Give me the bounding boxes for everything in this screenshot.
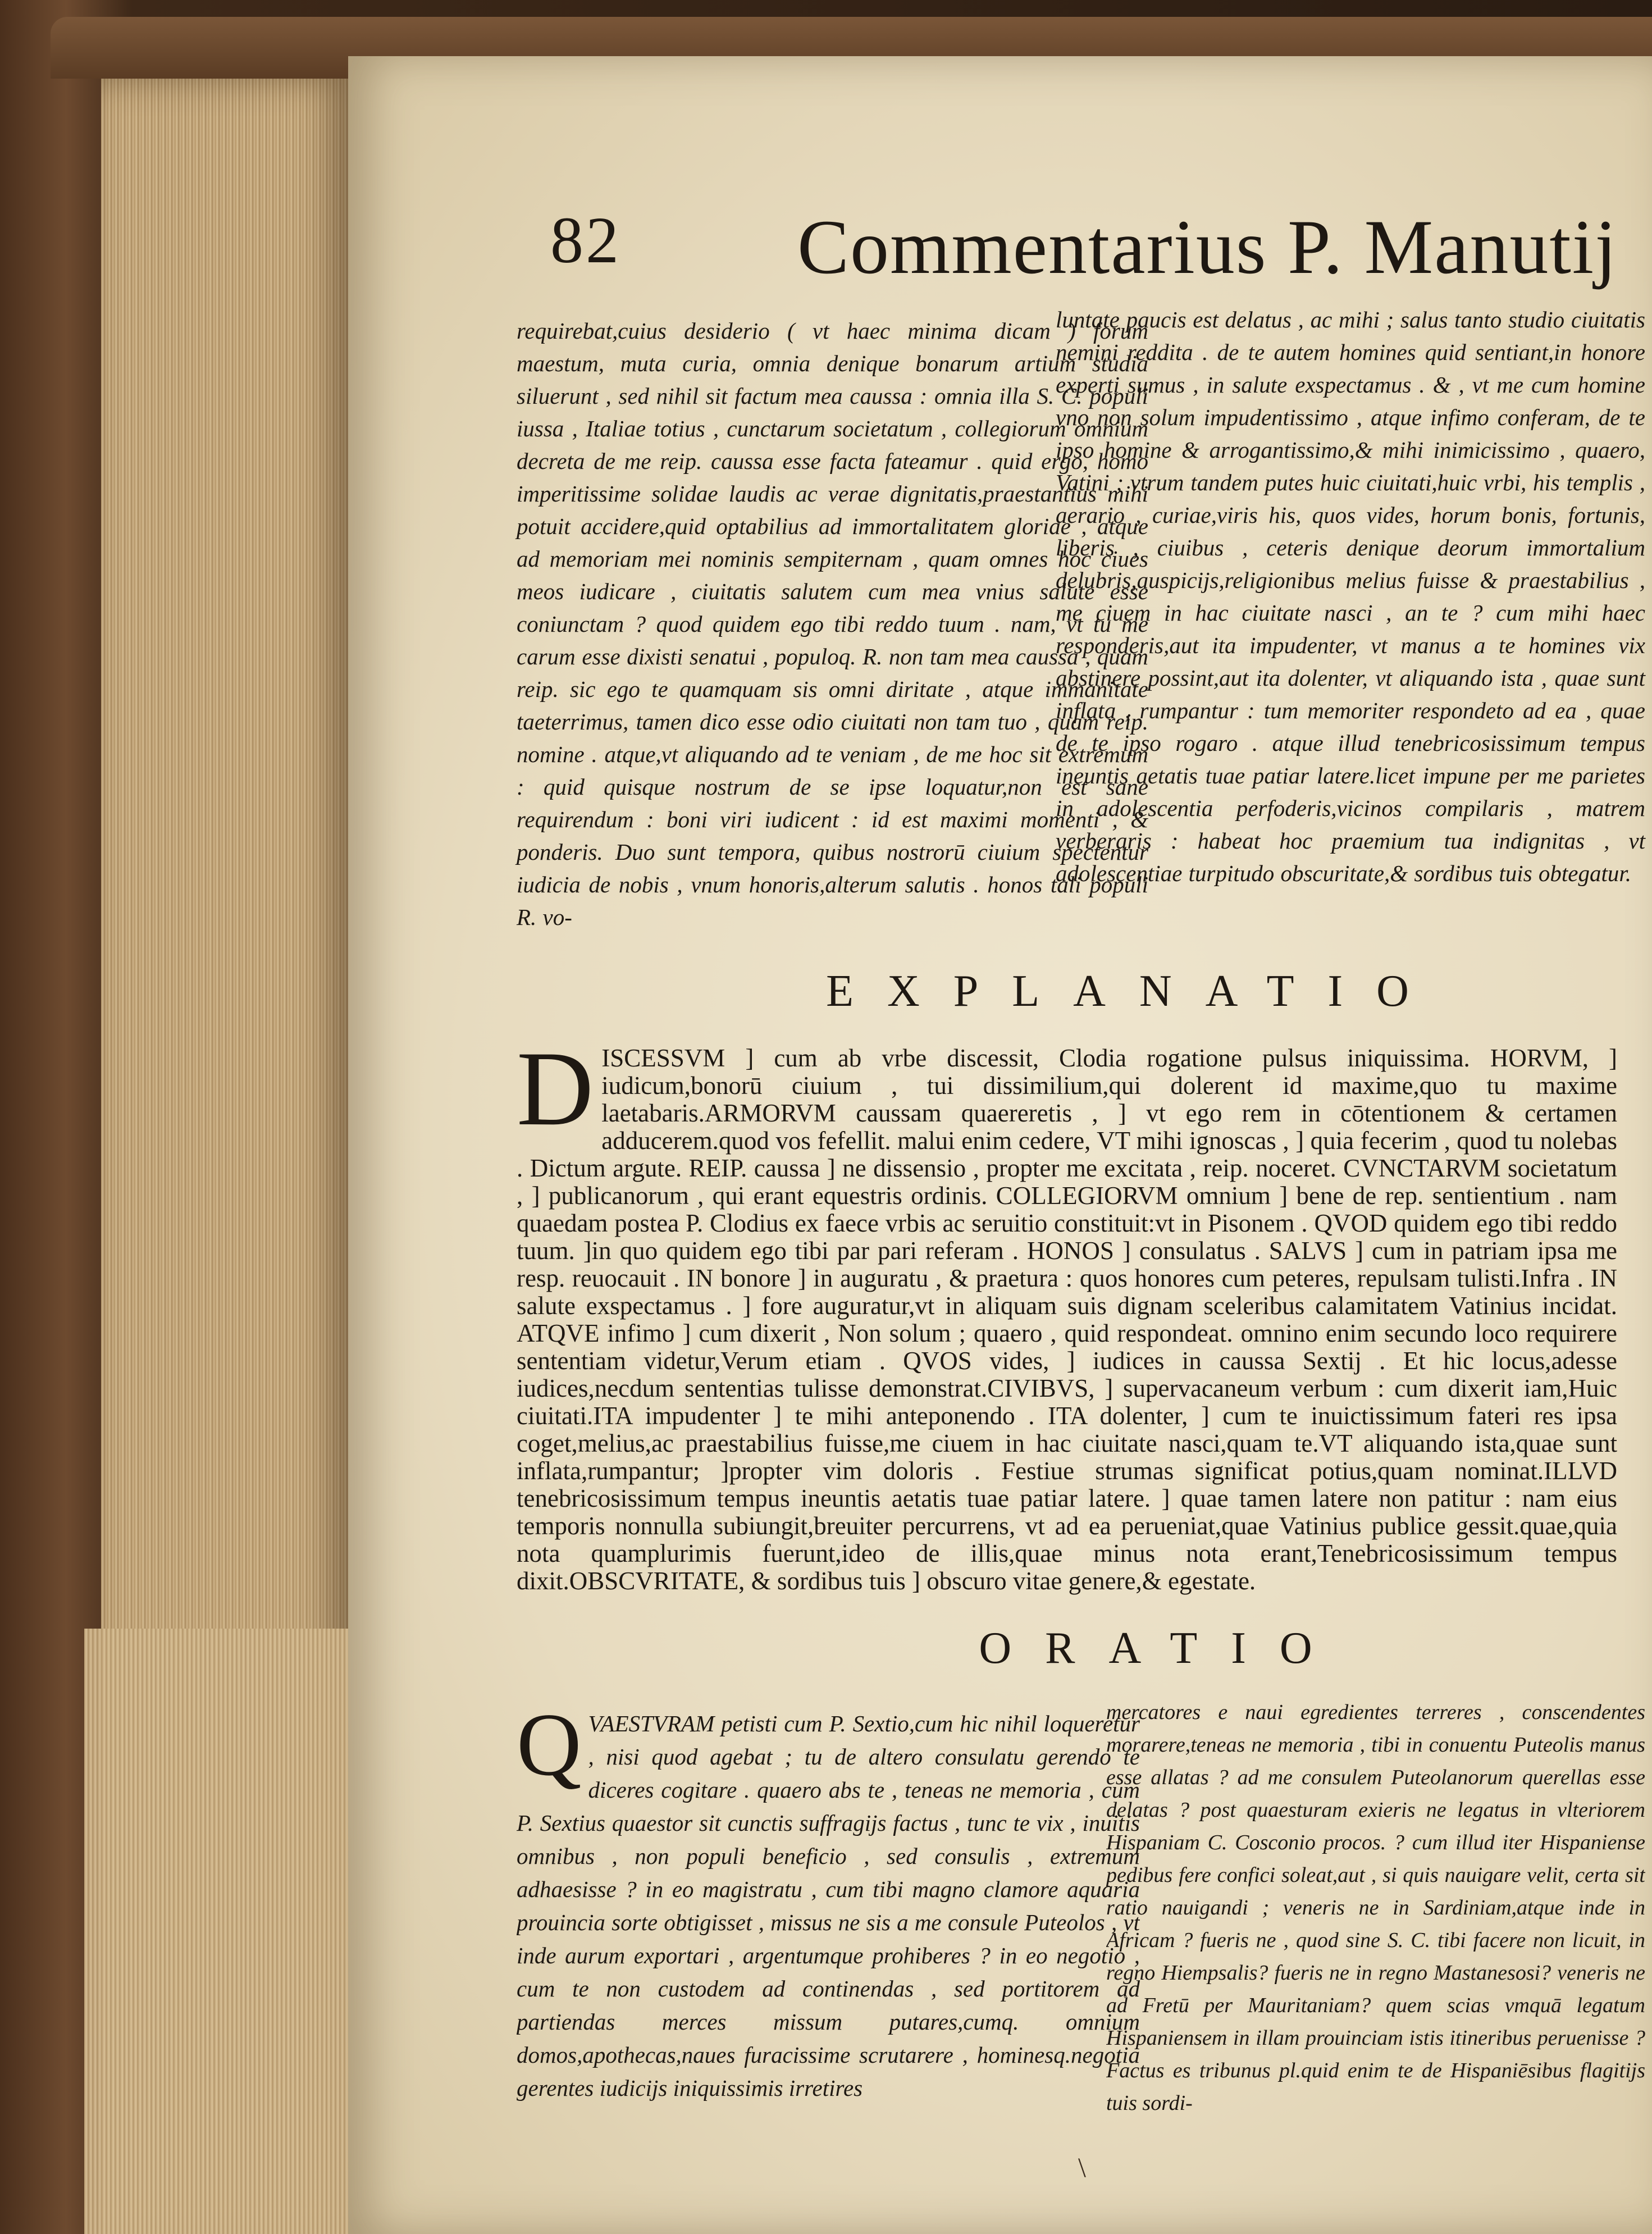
- text-column-left: requirebat,cuius desiderio ( vt haec minima dicam ) forum maestum, muta curia, omnia denique bonarum artium studia siluerunt , sed nihil sit factum mea caussa : omnia illa S. C. populi iussa , Italiae totius , cunctarum societatum , collegiorum omnium decreta de me reip. caussa esse facta fateamur . quid ergo, homo imperitissime solidae laudis ac verae dignitatis,praestantius mihi potuit accidere,quid optabilius ad immortalitatem gloriae , atque ad memoriam mei nominis sempiternam , quam omnes hoc ciues meos iudicare , ciuitatis salutem cum mea vnius salute esse coniunctam ? quod quidem ego tibi reddo tuum . nam, vt tu me carum esse dixisti senatui , populoq. R. non tam mea caussa , quam reip. sic ego te quamquam sis omni diritate , atque immanitate taeterrimus, tamen dico esse odio ciuitati non tam tuo , quam reip. nomine . atque,vt aliquando ad te veniam , de me hoc sit extremum : quid quisque nostrum de se ipse loquatur,non est sane requirendum : boni viri iudicent : id est maximi momenti , & ponderis. Duo sunt tempora, quibus nostrorū ciuium spectentur iudicia de nobis , vnum honoris,alterum salutis . honos tali populi R. vo-: [517, 318, 1148, 930]
- text-column-right: luntate paucis est delatus , ac mihi ; salus tanto studio ciuitatis nemini reddita . de te autem homines quid sentiant,in honore experti sumus , in salute exspectamus . & , vt me cum homine vno non solum impudentissimo , atque infimo conferam, de te ipso homine & arrogantissimo,& mihi inimicissimo , quaero, Vatini ; vtrum tandem putes huic ciuitati,huic vrbi, his templis , aerario , curiae,viris his, quos vides, horum bonis, fortunis, liberis , ciuibus , ceteris denique deorum immortalium delubris,auspicijs,religionibus melius fuisse & praestabilius , me ciuem in hac ciuitate nasci , an te ? cum mihi haec responderis,aut ita impudenter, vt manus a te homines vix abstinere possint,aut ita dolenter, vt aliquando ista , quae sunt inflata , rumpantur : tum memoriter respondeto ad ea , quae de te ipso rogaro . atque illud tenebricosissimum tempus ineuntis aetatis tuae patiar latere.licet impune per me parietes in adolescentia perfoderis,vicinos compilaris , matrem verberaris : habeat hoc praemium tua indignitas , vt adolescentiae turpitudo obscuritate,& sordibus tuis obtegatur.: [1056, 307, 1645, 886]
- page-edges-lower: [84, 1629, 348, 2234]
- oratio-column-right: mercatores e naui egredientes terreres , conscendentes morarere,teneas ne memoria , tibi in conuentu Puteolis manus esse allatas ? ad me consulem Puteolanorum querellas esse delatas ? post quaesturam exieris ne legatus in vlteriorem Hispaniam C. Cosconio procos. ? cum illud iter Hispaniense pedibus fere confici soleat,aut , si quis nauigare velit, certa sit ratio nauigandi ; veneris ne in Sardiniam,atque inde in Africam ? fueris ne , quod sine S. C. tibi facere non licuit, in regno Hiempsalis? fueris ne in regno Mastanesosi? veneris ne ad Fretū per Mauritaniam? quem scias vmquā legatum Hispaniensem in illam prouinciam istis itineribus peruenisse ? Factus es tribunus pl.quid enim te de Hispaniēsibus flagitijs tuis sordi-: [1106, 1700, 1645, 2115]
- commentary-text: ISCESSVM ] cum ab vrbe discessit, Clodia rogatione pulsus iniquissima. HORVM, ] iudicum,bonorū ciuium , tui dissimilium,qui dolerent id maxime,quo tu maxime laetabaris.ARMORVM caussam quaereretis , ] vt ego rem in cōtentionem & certamen adducerem.quod vos fefellit. malui enim cedere, VT mihi ignoscas , ] quia fecerim , quod tu nolebas . Dictum argute. REIP. caussa ] ne dissensio , propter me excitata , reip. noceret. CVNCTARVM societatum , ] publicanorum , qui erant equestris ordinis. COLLEGIORVM omnium ] bene de rep. sentientium . nam quaedam postea P. Clodius ex faece vrbis ac seruitio constituit:vt in Pisonem . QVOD quidem ego tibi reddo tuum. ]in quo quidem ego tibi par pari referam . HONOS ] consulatus . SALVS ] cum in patriam ipsa me resp. reuocauit . IN bonore ] in auguratu , & praetura : quos honores cum peteres, repulsam tulisti.Infra . IN salute exspectamus . ] fore auguratur,vt in aliquam suis dignam sceleribus calamitatem Vatinius incidat. ATQVE infimo ] cum dixerit , Non solum ; quaero , quid respondeat. omnino enim secundo loco requirere sententiam videtur,Verum etiam . QVOS vides, ] iudices in caussa Sextij . Et hic locus,adesse iudices,necdum sententias tulisse demonstrat.CIVIBVS, ] supervacaneum verbum : cum dixerit iam,Huic ciuitati.ITA impudenter ] te mihi anteponendo . ITA dolenter, ] cum te inuictissimum fateri res ipsa coget,melius,ac praestabilius fuisse,me ciuem in hac ciuitate nasci,quam te.VT aliquando ista,quae sunt inflata,rumpantur; ]propter vim doloris . Festiue strumas significat potius,quam nominat.ILLVD tenebricosissimum tempus ineuntis aetatis tuae patiar latere. ] quae tamen latere non patitur : nam eius temporis nonnulla subiungit,breuiter percurrens, vt ad ea perueniat,quae Vatinius publice gessit.quae,quia nota quamplurimis fuerunt,ideo de illis,quae minus nota erant,Tenebricosissimum tempus dixit.OBSCVRITATE, & sordibus tuis ] obscuro vitae genere,& egestate.: [517, 1045, 1617, 1595]
- page-number: 82: [550, 203, 621, 277]
- dropcap-q: Q: [517, 1707, 582, 1794]
- heading-explanatio: EXPLANATIO: [826, 966, 1443, 1016]
- book-page: [348, 56, 1652, 2234]
- running-head: Commentarius P. Manutij: [797, 204, 1618, 290]
- bottom-mark: \: [1078, 2151, 1086, 2183]
- page-header: [550, 202, 1617, 314]
- oratio-text-left: VAESTVRAM petisti cum P. Sextio,cum hic nihil loqueretur , nisi quod agebat ; tu de altero consulatu gerendo te diceres cogitare . quaero abs te , teneas ne memoria , cum P. Sextius quaestor sit cunctis suffragijs factus , tunc te vix , inuitis omnibus , non populi beneficio , sed consulis , extremum adhaesisse ? in eo magistratu , cum tibi magno clamore aquaria prouincia sorte obtigisset , missus ne sis a me consule Puteolos , vt inde aurum exportari , argentumque prohiberes ? in eo negotio , cum te non custodem ad continendas , sed portitorem ad partiendas merces missum putares,cumq. omnium domos,apothecas,naues furacissime scrutarere , hominesq.negotia gerentes iudicijs iniquissimis irretires: [517, 1711, 1140, 2101]
- heading-oratio: ORATIO: [979, 1624, 1346, 1673]
- oratio-column-left: [517, 1707, 1140, 2134]
- commentary-block: [517, 1045, 1617, 1606]
- dropcap-d: D: [517, 1045, 594, 1148]
